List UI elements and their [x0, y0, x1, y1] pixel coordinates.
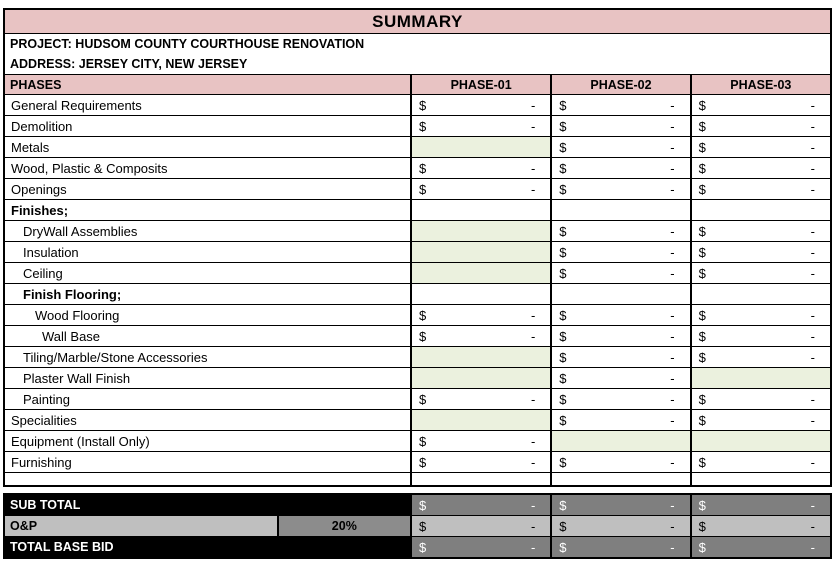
table-row — [4, 431, 831, 452]
currency-symbol: $ — [559, 391, 567, 407]
project-row — [4, 34, 831, 55]
amount-value: - — [810, 223, 815, 239]
amount-value: - — [670, 391, 675, 407]
currency-symbol: $ — [559, 497, 567, 513]
currency-symbol: $ — [559, 370, 567, 386]
amount-cell — [691, 305, 831, 326]
amount-value: - — [530, 181, 536, 197]
amount-value: - — [810, 454, 815, 470]
address-line: ADDRESS: JERSEY CITY, NEW JERSEY — [4, 54, 831, 75]
amount-cell — [411, 431, 551, 452]
table-row — [4, 137, 831, 158]
row-label — [4, 473, 411, 487]
amount-cell — [551, 494, 690, 516]
amount-cell — [551, 368, 690, 389]
amount-cell — [691, 137, 831, 158]
currency-symbol: $ — [418, 391, 427, 407]
currency-symbol: $ — [559, 265, 567, 281]
row-label: Finish Flooring; — [4, 284, 411, 305]
amount-value: - — [810, 118, 815, 134]
table-row — [4, 116, 831, 137]
amount-value: - — [670, 118, 675, 134]
op-row — [4, 516, 831, 537]
currency-symbol: $ — [418, 497, 427, 513]
amount-value: - — [670, 370, 675, 386]
subtotal-row — [4, 494, 831, 516]
amount-cell — [411, 326, 551, 347]
phase-03-column-header: PHASE-03 — [691, 75, 831, 95]
row-label: Wood Flooring — [4, 305, 411, 326]
amount-cell — [411, 179, 551, 200]
amount-cell — [691, 389, 831, 410]
table-row — [4, 158, 831, 179]
blank-cell — [551, 473, 690, 487]
currency-symbol: $ — [418, 454, 427, 470]
total-base-bid-label: TOTAL BASE BID — [4, 537, 411, 559]
blank-cell — [691, 284, 831, 305]
sheet-title: SUMMARY — [4, 9, 831, 34]
amount-value: - — [670, 454, 675, 470]
table-row — [4, 221, 831, 242]
amount-cell — [691, 494, 831, 516]
currency-symbol: $ — [559, 454, 567, 470]
currency-symbol: $ — [698, 497, 706, 513]
currency-symbol: $ — [418, 539, 427, 555]
na-cell — [411, 137, 551, 158]
table-row — [4, 326, 831, 347]
amount-value: - — [670, 97, 675, 113]
amount-cell — [551, 516, 690, 537]
table-row — [4, 263, 831, 284]
amount-cell — [411, 494, 551, 516]
table-row — [4, 305, 831, 326]
amount-cell — [411, 452, 551, 473]
na-cell — [411, 221, 551, 242]
blank-cell — [691, 200, 831, 221]
row-label: Wall Base — [4, 326, 411, 347]
currency-symbol: $ — [418, 181, 427, 197]
row-label: Painting — [4, 389, 411, 410]
blank-cell — [551, 200, 690, 221]
amount-cell — [691, 179, 831, 200]
amount-value: - — [530, 118, 536, 134]
currency-symbol: $ — [559, 97, 567, 113]
amount-value: - — [810, 181, 815, 197]
table-row — [4, 200, 831, 221]
amount-cell — [551, 347, 690, 368]
currency-symbol: $ — [698, 412, 706, 428]
currency-symbol: $ — [698, 391, 706, 407]
currency-symbol: $ — [698, 454, 706, 470]
amount-value: - — [670, 328, 675, 344]
currency-symbol: $ — [418, 328, 427, 344]
table-row — [4, 452, 831, 473]
amount-cell — [551, 179, 690, 200]
amount-value: - — [670, 223, 675, 239]
currency-symbol: $ — [418, 433, 427, 449]
amount-value: - — [670, 265, 675, 281]
currency-symbol: $ — [698, 518, 706, 534]
summary-table — [3, 8, 832, 487]
amount-value: - — [810, 265, 815, 281]
currency-symbol: $ — [559, 328, 567, 344]
amount-value: - — [670, 181, 675, 197]
amount-value: - — [810, 539, 815, 555]
currency-symbol: $ — [698, 181, 706, 197]
amount-value: - — [530, 497, 536, 513]
amount-cell — [691, 158, 831, 179]
amount-cell — [691, 221, 831, 242]
row-label: General Requirements — [4, 95, 411, 116]
amount-cell — [551, 263, 690, 284]
currency-symbol: $ — [698, 539, 706, 555]
amount-value: - — [810, 412, 815, 428]
row-label: Plaster Wall Finish — [4, 368, 411, 389]
total-base-bid-row — [4, 537, 831, 559]
row-label: Wood, Plastic & Composits — [4, 158, 411, 179]
na-cell — [691, 431, 831, 452]
amount-value: - — [810, 139, 815, 155]
row-label: Finishes; — [4, 200, 411, 221]
amount-value: - — [530, 160, 536, 176]
amount-cell — [411, 516, 551, 537]
phase-02-column-header: PHASE-02 — [551, 75, 690, 95]
currency-symbol: $ — [698, 223, 706, 239]
amount-value: - — [810, 244, 815, 260]
blank-cell — [691, 473, 831, 487]
table-row — [4, 179, 831, 200]
currency-symbol: $ — [698, 118, 706, 134]
amount-cell — [551, 389, 690, 410]
amount-cell — [691, 537, 831, 559]
amount-cell — [551, 242, 690, 263]
amount-value: - — [810, 497, 815, 513]
table-row — [4, 410, 831, 431]
amount-cell — [411, 305, 551, 326]
amount-cell — [411, 116, 551, 137]
row-label: Specialities — [4, 410, 411, 431]
na-cell — [411, 242, 551, 263]
currency-symbol: $ — [418, 518, 427, 534]
amount-value: - — [810, 307, 815, 323]
na-cell — [411, 263, 551, 284]
row-label: Demolition — [4, 116, 411, 137]
amount-value: - — [810, 160, 815, 176]
currency-symbol: $ — [559, 307, 567, 323]
na-cell — [691, 368, 831, 389]
currency-symbol: $ — [559, 160, 567, 176]
row-label: Metals — [4, 137, 411, 158]
title-row — [4, 9, 831, 34]
amount-value: - — [670, 497, 675, 513]
amount-value: - — [670, 244, 675, 260]
amount-value: - — [810, 518, 815, 534]
amount-cell — [551, 410, 690, 431]
amount-value: - — [530, 539, 536, 555]
amount-cell — [691, 326, 831, 347]
table-row — [4, 347, 831, 368]
amount-value: - — [530, 307, 536, 323]
amount-cell — [411, 158, 551, 179]
currency-symbol: $ — [418, 97, 427, 113]
amount-value: - — [530, 518, 536, 534]
amount-cell — [551, 305, 690, 326]
amount-value: - — [670, 412, 675, 428]
amount-cell — [691, 95, 831, 116]
table-row — [4, 368, 831, 389]
amount-cell — [691, 516, 831, 537]
amount-cell — [411, 389, 551, 410]
amount-value: - — [670, 518, 675, 534]
amount-value: - — [810, 328, 815, 344]
table-row — [4, 473, 831, 487]
blank-cell — [411, 284, 551, 305]
amount-value: - — [530, 391, 536, 407]
amount-value: - — [670, 307, 675, 323]
amount-cell — [691, 347, 831, 368]
currency-symbol: $ — [418, 118, 427, 134]
blank-cell — [411, 200, 551, 221]
amount-cell — [551, 158, 690, 179]
currency-symbol: $ — [559, 181, 567, 197]
amount-cell — [551, 137, 690, 158]
na-cell — [551, 431, 690, 452]
amount-cell — [411, 95, 551, 116]
amount-cell — [691, 242, 831, 263]
amount-cell — [551, 95, 690, 116]
row-label: DryWall Assemblies — [4, 221, 411, 242]
amount-cell — [691, 452, 831, 473]
table-row — [4, 242, 831, 263]
address-row — [4, 54, 831, 75]
row-label: Equipment (Install Only) — [4, 431, 411, 452]
amount-cell — [551, 452, 690, 473]
amount-cell — [691, 263, 831, 284]
totals-table — [3, 493, 832, 559]
row-label: Openings — [4, 179, 411, 200]
na-cell — [411, 368, 551, 389]
amount-value: - — [670, 539, 675, 555]
amount-value: - — [810, 349, 815, 365]
amount-cell — [411, 537, 551, 559]
op-percent: 20% — [278, 516, 411, 537]
na-cell — [411, 347, 551, 368]
amount-value: - — [670, 349, 675, 365]
blank-cell — [551, 284, 690, 305]
amount-cell — [551, 537, 690, 559]
currency-symbol: $ — [559, 118, 567, 134]
amount-cell — [691, 116, 831, 137]
row-label: Furnishing — [4, 452, 411, 473]
currency-symbol: $ — [698, 97, 706, 113]
amount-value: - — [530, 433, 536, 449]
phase-01-column-header: PHASE-01 — [411, 75, 551, 95]
amount-value: - — [810, 391, 815, 407]
currency-symbol: $ — [698, 328, 706, 344]
amount-cell — [691, 410, 831, 431]
currency-symbol: $ — [418, 307, 427, 323]
blank-cell — [411, 473, 551, 487]
currency-symbol: $ — [559, 539, 567, 555]
amount-cell — [551, 326, 690, 347]
currency-symbol: $ — [559, 139, 567, 155]
currency-symbol: $ — [698, 265, 706, 281]
table-row — [4, 389, 831, 410]
amount-value: - — [530, 454, 536, 470]
phases-column-header: PHASES — [4, 75, 411, 95]
currency-symbol: $ — [418, 160, 427, 176]
amount-value: - — [670, 160, 675, 176]
table-row — [4, 95, 831, 116]
column-header-row — [4, 75, 831, 95]
op-label: O&P — [4, 516, 278, 537]
amount-value: - — [670, 139, 675, 155]
project-line: PROJECT: HUDSOM COUNTY COURTHOUSE RENOVATION — [4, 34, 831, 55]
subtotal-label: SUB TOTAL — [4, 494, 411, 516]
amount-cell — [551, 116, 690, 137]
table-row — [4, 284, 831, 305]
row-label: Ceiling — [4, 263, 411, 284]
currency-symbol: $ — [698, 244, 706, 260]
amount-value: - — [810, 97, 815, 113]
currency-symbol: $ — [559, 244, 567, 260]
amount-cell — [551, 221, 690, 242]
row-label: Insulation — [4, 242, 411, 263]
currency-symbol: $ — [559, 349, 567, 365]
amount-value: - — [530, 97, 536, 113]
currency-symbol: $ — [559, 412, 567, 428]
na-cell — [411, 410, 551, 431]
currency-symbol: $ — [559, 223, 567, 239]
amount-value: - — [530, 328, 536, 344]
currency-symbol: $ — [559, 518, 567, 534]
row-label: Tiling/Marble/Stone Accessories — [4, 347, 411, 368]
currency-symbol: $ — [698, 307, 706, 323]
currency-symbol: $ — [698, 160, 706, 176]
currency-symbol: $ — [698, 139, 706, 155]
currency-symbol: $ — [698, 349, 706, 365]
